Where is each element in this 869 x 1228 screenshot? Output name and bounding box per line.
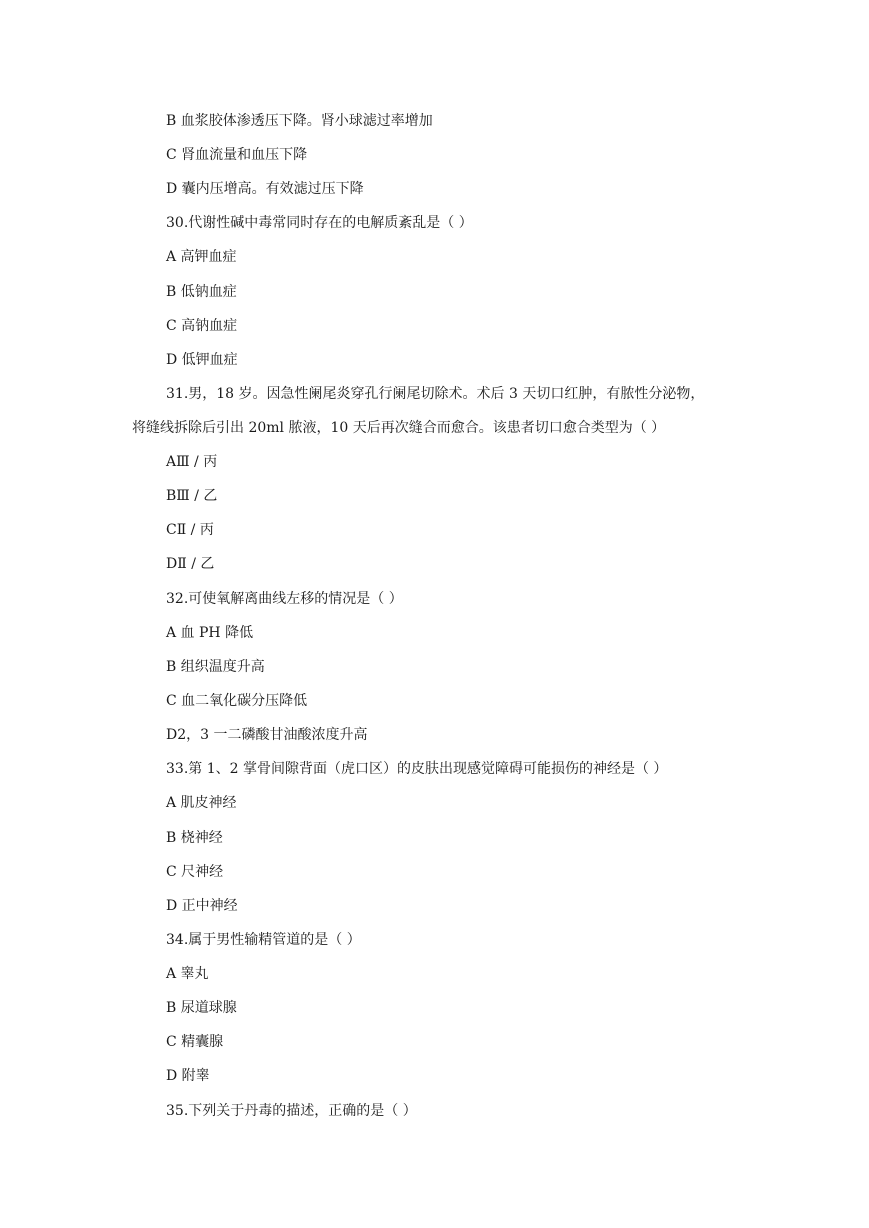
question-32: 32.可使氧解离曲线左移的情况是（ ）: [166, 591, 403, 607]
option-32-b: B 组织温度升高: [166, 659, 265, 675]
option-32-d: D2，3 一二磷酸甘油酸浓度升高: [166, 727, 368, 743]
question-35: 35.下列关于丹毒的描述，正确的是（ ）: [166, 1103, 417, 1119]
option-34-c: C 精囊腺: [166, 1034, 224, 1050]
option-31-c: CⅡ / 丙: [166, 522, 214, 538]
question-34: 34.属于男性输精管道的是（ ）: [166, 932, 361, 948]
option-32-a: A 血 PH 降低: [166, 625, 254, 641]
option-32-c: C 血二氧化碳分压降低: [166, 693, 308, 709]
option-34-a: A 睾丸: [166, 966, 209, 982]
option-30-b: B 低钠血症: [166, 284, 237, 300]
question-31-continued: 将缝线拆除后引出 20ml 脓液，10 天后再次缝合而愈合。该患者切口愈合类型为（ ）: [132, 420, 666, 436]
option-29-d: D 囊内压增高。有效滤过压下降: [166, 181, 364, 197]
option-31-b: BⅢ / 乙: [166, 488, 218, 504]
question-31: 31.男，18 岁。因急性阑尾炎穿孔行阑尾切除术。术后 3 天切口红肿，有脓性分泌物，: [166, 386, 705, 402]
option-31-d: DⅡ / 乙: [166, 556, 215, 572]
option-33-c: C 尺神经: [166, 864, 224, 880]
option-31-a: AⅢ / 丙: [166, 454, 218, 470]
option-29-b: B 血浆胶体渗透压下降。肾小球滤过率增加: [166, 113, 433, 129]
option-33-b: B 桡神经: [166, 830, 223, 846]
option-33-a: A 肌皮神经: [166, 795, 237, 811]
option-34-d: D 附睾: [166, 1068, 210, 1084]
option-29-c: C 肾血流量和血压下降: [166, 147, 308, 163]
option-33-d: D 正中神经: [166, 898, 238, 914]
option-30-d: D 低钾血症: [166, 352, 238, 368]
question-33: 33.第 1、2 掌骨间隙背面（虎口区）的皮肤出现感觉障碍可能损伤的神经是（ ）: [166, 761, 668, 777]
option-30-c: C 高钠血症: [166, 318, 238, 334]
option-34-b: B 尿道球腺: [166, 1000, 237, 1016]
question-30: 30.代谢性碱中毒常同时存在的电解质紊乱是（ ）: [166, 215, 473, 231]
option-30-a: A 高钾血症: [166, 249, 237, 265]
